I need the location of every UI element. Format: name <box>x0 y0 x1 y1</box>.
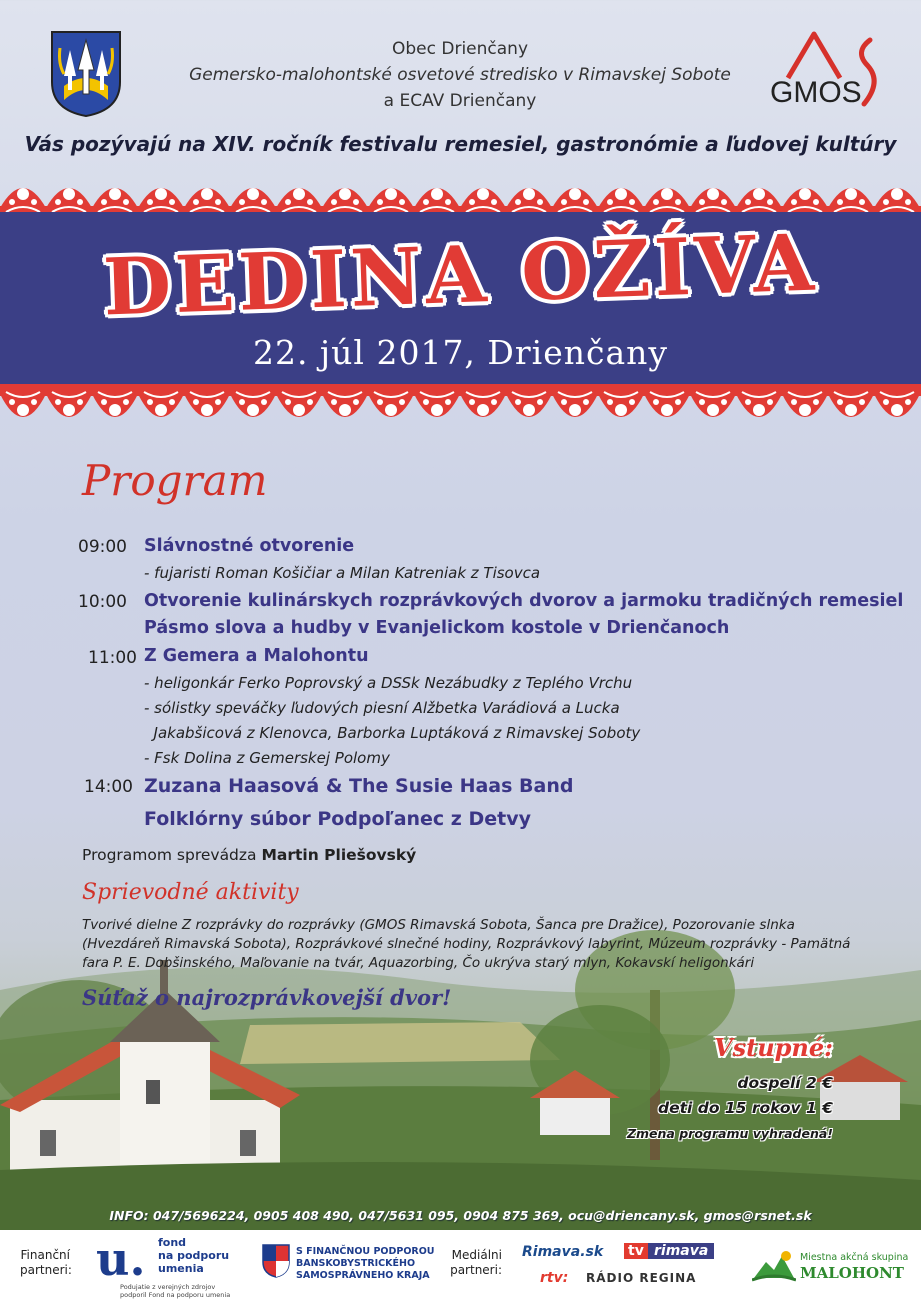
program-event: Folklórny súbor Podpoľanec z Detvy <box>144 808 531 830</box>
contact-info: INFO: 047/5696224, 0905 408 490, 047/5631 095, 0904 875 369, ocu@driencany.sk, gmos@rsnet.sk <box>109 1208 812 1223</box>
program-time: 14:00 <box>84 777 133 797</box>
program-change-note: Zmena programu vyhradená! <box>626 1126 833 1141</box>
program-time: 09:00 <box>78 537 127 557</box>
mas-malohont-logo-icon <box>752 1248 796 1282</box>
media-partners-label <box>444 1248 502 1278</box>
program-performer: - heligonkár Ferko Poprovský a DSSk Nezábudky z Teplého Vrchu <box>144 674 633 692</box>
program-heading: Program <box>82 456 268 505</box>
bbsk-crest-icon <box>262 1244 290 1278</box>
tv-rimava-logo: rimava <box>648 1243 714 1259</box>
tv-logo-badge: tv <box>624 1243 648 1259</box>
moderator-name: Martin Pliešovský <box>261 846 417 864</box>
fond-text-line: umenia <box>158 1262 204 1275</box>
media-label-line: Mediálni <box>451 1248 502 1262</box>
gmos-logo-text: GMOS <box>770 76 862 109</box>
fond-text-line: fond <box>158 1236 187 1249</box>
program-time: 10:00 <box>78 592 127 612</box>
financial-partners-label <box>20 1248 70 1278</box>
fond-support-note <box>120 1283 230 1299</box>
festival-title: DEDINA OŽÍVA <box>101 217 820 334</box>
gmos-logo-icon <box>758 28 898 116</box>
organizer-line-1: Obec Drienčany <box>391 39 529 59</box>
bbsk-text-line: BANSKOBYSTRICKÉHO <box>296 1258 416 1269</box>
invitation-line: Vás pozývajú na XIV. ročník festivalu remesiel, gastronómie a ľudovej kultúry <box>24 132 897 156</box>
contest-line: Súťaž o najrozprávkovejší dvor! <box>82 985 452 1010</box>
mas-logo-caption: Miestna akčná skupina <box>800 1252 909 1263</box>
program-event: Pásmo slova a hudby v Evanjelickom kostole v Drienčanoch <box>144 618 730 638</box>
moderator-prefix: Programom sprevádza <box>82 846 262 864</box>
radio-regina-logo: RÁDIO REGINA <box>586 1271 697 1285</box>
fond-note-line: podporil Fond na podporu umenia <box>120 1291 231 1299</box>
media-label-line: partneri: <box>450 1263 502 1277</box>
organizer-line-2: Gemersko-malohontské osvetové stredisko v Rimavskej Sobote <box>189 65 731 85</box>
entry-fee-heading: Vstupné: <box>713 1033 833 1062</box>
bbsk-text-line: SAMOSPRÁVNEHO KRAJA <box>296 1270 430 1281</box>
program-time: 11:00 <box>88 648 137 668</box>
program-performer: - Fsk Dolina z Gemerskej Polomy <box>144 749 390 767</box>
fond-text-line: na podporu <box>158 1249 230 1262</box>
lace-border-bottom-icon <box>0 384 921 436</box>
program-event: Zuzana Haasová & The Susie Haas Band <box>144 775 574 797</box>
bbsk-text-line: S FINANČNOU PODPOROU <box>296 1246 435 1257</box>
organizer-line-3: a ECAV Drienčany <box>383 91 537 111</box>
program-performer: Jakabšicová z Klenovca, Barborka Luptáková z Rimavskej Soboty <box>144 724 641 742</box>
fond-note-line: Podujatie z verejných zdrojov <box>120 1283 216 1291</box>
lace-border-top-icon <box>0 172 921 216</box>
bbsk-logo-text <box>296 1246 435 1282</box>
village-coat-of-arms-icon <box>50 30 122 118</box>
rimava-sk-logo: Rimava.sk <box>522 1244 604 1260</box>
program-moderator <box>82 846 416 864</box>
festival-date: 22. júl 2017, Drienčany <box>252 333 669 372</box>
mas-logo-name: MALOHONT <box>800 1264 904 1282</box>
entry-fee-children: deti do 15 rokov 1 € <box>658 1099 833 1117</box>
financial-label-line: Finanční <box>20 1248 70 1262</box>
financial-label-line: partneri: <box>20 1263 72 1277</box>
rtv-logo: rtv: <box>540 1270 569 1286</box>
activities-heading: Sprievodné aktivity <box>82 880 299 905</box>
entry-fee-adults: dospelí 2 € <box>737 1074 833 1092</box>
fond-logo-text <box>158 1236 229 1275</box>
program-performer: - fujaristi Roman Košičiar a Milan Katreniak z Tisovca <box>144 564 541 582</box>
program-event: Z Gemera a Malohontu <box>144 646 369 666</box>
activities-text: Tvorivé dielne Z rozprávky do rozprávky (GMOS Rimavská Sobota, Šanca pre Dražice), Pozorovanie slnka (Hvezdáreň Rimavská Sobota), Rozprávkové slnečné hodiny, Rozprávkový labyrint, Múzeum rozprávky - Pamätná fara P. E. Dobšinského, Maľovanie na tvár, Aquazorbing, Čo ukrýva starý mlyn, Kokavskí heligonkári <box>82 917 851 971</box>
program-performer: - sólistky speváčky ľudových piesní Alžbetka Varádiová a Lucka <box>144 699 620 717</box>
program-event: Slávnostné otvorenie <box>144 536 355 556</box>
program-event: Otvorenie kulinárskych rozprávkových dvorov a jarmoku tradičných remesiel <box>144 591 904 611</box>
fond-logo-letter: u. <box>96 1232 146 1286</box>
